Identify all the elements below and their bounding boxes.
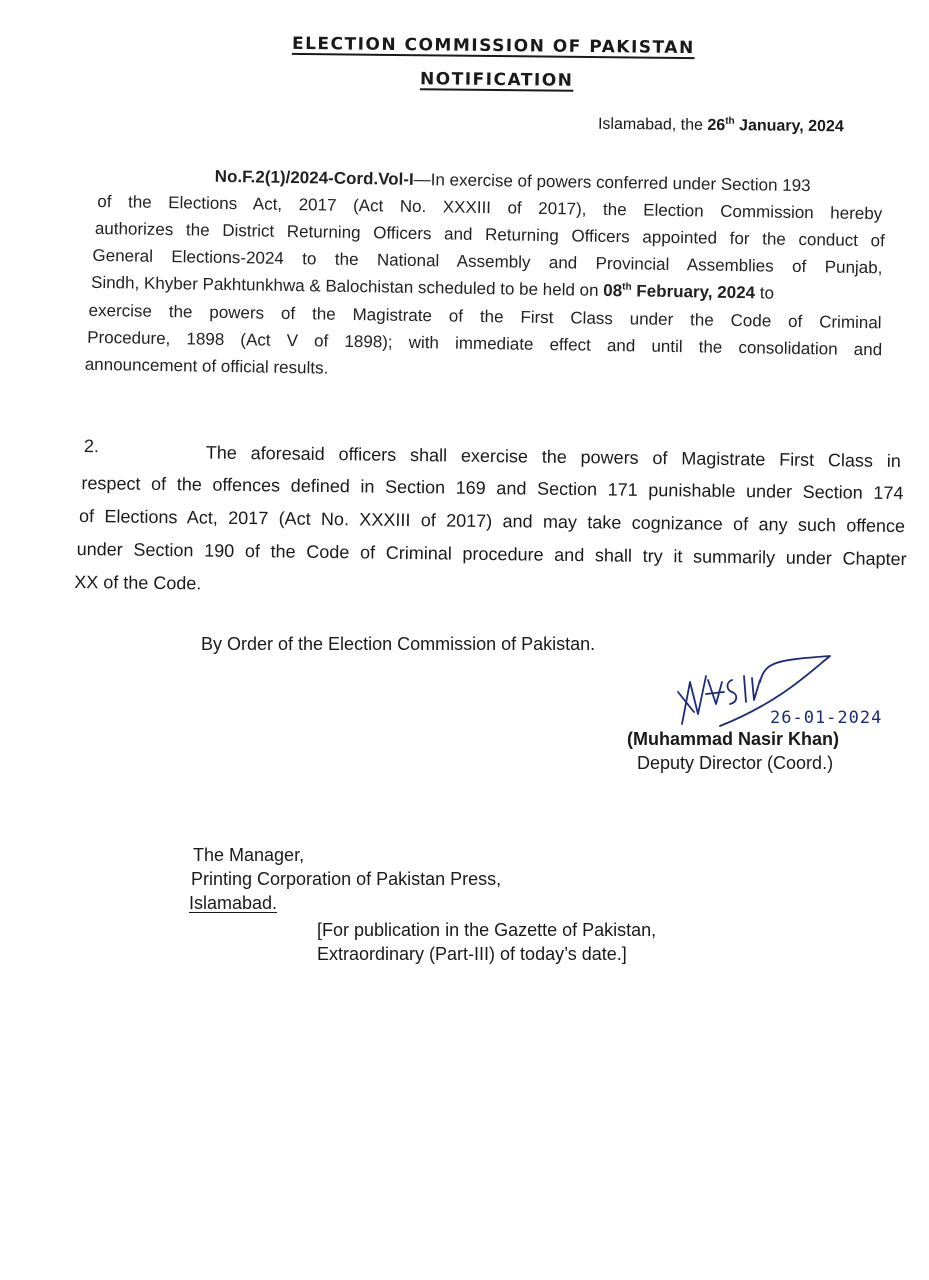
paragraph-1-line: announcement of official results. [84,354,329,378]
paragraph-2-line: The aforesaid officers shall exercise the powers of Magistrate First Class in [205,442,901,472]
addressee-line: The Manager, [193,845,305,865]
handwritten-date: 26-01-2024 [770,708,883,728]
poll-month-year: February, 2024 [631,281,756,303]
publication-note: Extraordinary (Part-III) of today’s date.] [317,944,627,964]
addressee-city: Islamabad. [189,893,278,913]
signatory-name: (Muhammad Nasir Khan) [627,729,840,749]
line-text: —In exercise of powers conferred under Section 193 [413,169,811,196]
reference-number: No.F.2(1)/2024-Cord.Vol-I [214,166,414,189]
paragraph-1-line: authorizes the District Returning Officers and Returning Officers appointed for the conduct of [94,218,885,251]
paragraph-2 [0,0,929,630]
dateline-month-year: January, 2024 [734,117,844,136]
line-text: to [754,283,775,303]
line-text: Sindh, Khyber Pakhtunkhwa & Balochistan scheduled to be held on [90,272,604,300]
paragraph-1-line: exercise the powers of the Magistrate of the First Class under the Code of Criminal [88,300,882,333]
order-line: By Order of the Election Commission of Pakistan. [201,634,596,654]
dateline-day-suffix: th [725,115,735,127]
publication-note: [For publication in the Gazette of Pakistan, [317,920,657,940]
paragraph-1-line: of the Elections Act, 2017 (Act No. XXXIII of 2017), the Election Commission hereby [97,191,883,224]
addressee-line: Printing Corporation of Pakistan Press, [191,869,502,889]
paragraph-1-line: General Elections-2024 to the National Assembly and Provincial Assemblies of Punjab, [92,245,883,278]
signatory-designation: Deputy Director (Coord.) [637,753,834,773]
org-title: ELECTION COMMISSION OF PAKISTAN [291,33,695,59]
poll-day: 08 [603,280,623,301]
paragraph-2-line: XX of the Code. [74,571,202,594]
dateline-day: 26 [707,116,726,135]
doc-type-heading: NOTIFICATION [419,69,574,91]
poll-day-suffix: th [622,281,632,293]
paragraph-2-line: under Section 190 of the Code of Criminal procedure and shall try it summarily under Chapter [76,538,907,570]
dateline-prefix: Islamabad, the [597,115,708,134]
paragraph-2-line: respect of the offences defined in Section 169 and Section 171 punishable under Section 174 [81,473,904,504]
paragraph-2-line: of Elections Act, 2017 (Act No. XXXIII of 2017) and may take cognizance of any such offence [78,505,906,537]
paragraph-number: 2. [83,436,100,457]
paragraph-1-line: Procedure, 1898 (Act V of 1898); with immediate effect and until the consolidation and [87,327,883,360]
